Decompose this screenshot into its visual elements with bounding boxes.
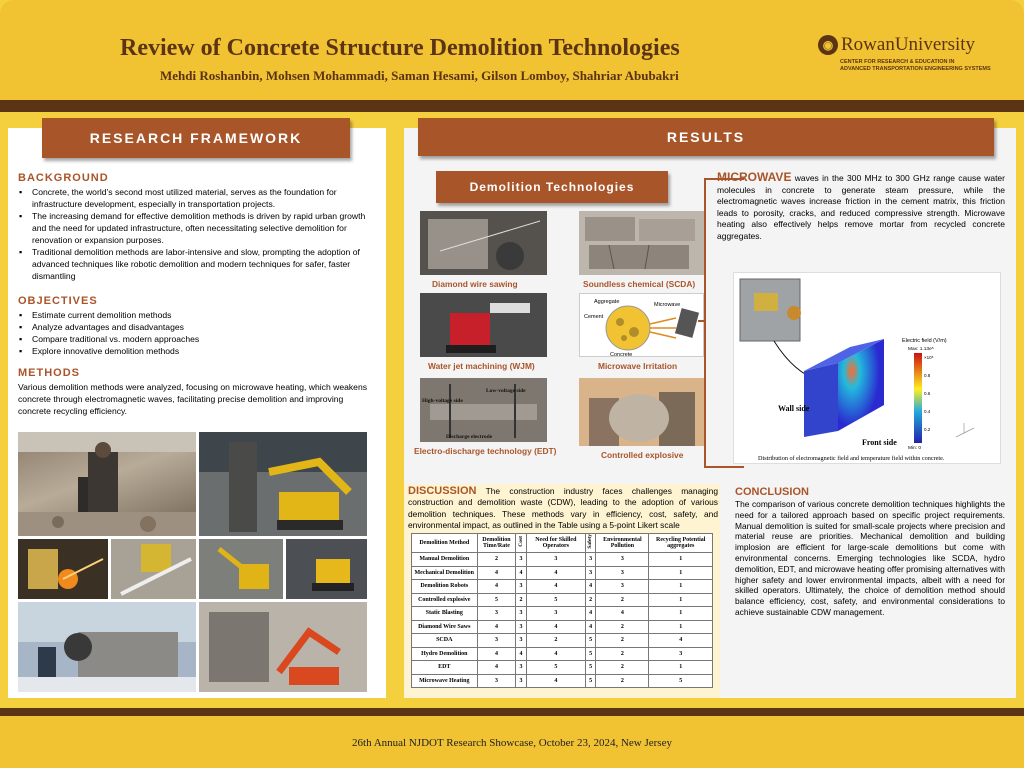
bracket-line — [698, 320, 706, 322]
table-row — [412, 553, 713, 567]
conclusion-heading: CONCLUSION — [735, 486, 809, 498]
table-header: Demolition Method — [412, 534, 478, 553]
photo-wire-saw — [18, 602, 196, 692]
edt-label-low: Low-voltage side — [486, 388, 526, 394]
edt-label-high: High-voltage side — [422, 398, 463, 404]
list-item: ▪ The increasing demand for effective demolition methods is driven by rapid urban growth and the need for updated infrastructure, often necessitating selective demolition for renovation or expansion purposes. — [18, 210, 368, 246]
poster-title: Review of Concrete Structure Demolition Technologies — [120, 35, 680, 61]
objectives-list — [18, 309, 368, 357]
table-cell: Diamond Wire Saws — [412, 620, 478, 634]
table-row — [412, 620, 713, 634]
torch-icon: ◉ — [818, 35, 838, 55]
mw-label-concrete: Concrete — [610, 352, 633, 357]
table-cell: 2 — [596, 634, 649, 648]
table-cell: 3 — [526, 553, 585, 567]
table-cell: 5 — [477, 593, 516, 607]
table-cell: 4 — [596, 607, 649, 621]
front-side-label: Front side — [862, 438, 897, 447]
table-cell: 5 — [649, 674, 713, 688]
table-cell: 2 — [586, 593, 596, 607]
table-header: Recycling Potential aggregates — [649, 534, 713, 553]
table-cell: Hydro Demolition — [412, 647, 478, 661]
table-cell: 1 — [649, 580, 713, 594]
colorbar-max: Max: 1.13e⁵ — [908, 347, 934, 352]
photo-robot-indoor — [286, 539, 367, 599]
colorbar-tick: ×10⁵ — [924, 355, 934, 360]
mw-label-aggregate: Aggregate — [594, 299, 620, 305]
table-cell: 4 — [516, 566, 526, 580]
table-header: Safety — [586, 534, 596, 553]
table-cell: 1 — [649, 620, 713, 634]
table-cell: 4 — [526, 580, 585, 594]
table-cell: 2 — [477, 553, 516, 567]
header-band — [0, 100, 1024, 112]
photo-cutting-sparks — [18, 539, 108, 599]
caption-explosive: Controlled explosive — [601, 450, 684, 460]
table-cell: Demolition Robots — [412, 580, 478, 594]
table-cell: 5 — [586, 674, 596, 688]
list-item: ▪ Compare traditional vs. modern approaches — [18, 333, 368, 345]
colorbar-tick: 0.2 — [924, 427, 931, 432]
bracket-line — [704, 178, 706, 468]
table-cell: 3 — [586, 553, 596, 567]
demolition-technologies-banner: Demolition Technologies — [436, 171, 668, 203]
table-cell: 3 — [516, 607, 526, 621]
table-cell: 3 — [526, 607, 585, 621]
footer-text: 26th Annual NJDOT Research Showcase, October 23, 2024, New Jersey — [352, 737, 672, 749]
table-row — [412, 593, 713, 607]
rowan-logo — [818, 34, 1000, 73]
table-cell: 3 — [516, 580, 526, 594]
table-cell: Static Blasting — [412, 607, 478, 621]
table-cell: 4 — [586, 620, 596, 634]
table-cell: Manual Demolition — [412, 553, 478, 567]
table-header-row — [412, 534, 713, 553]
table-cell: 4 — [477, 566, 516, 580]
photo-diamond-wire — [420, 211, 547, 275]
table-cell: 5 — [586, 634, 596, 648]
table-cell: Controlled explosive — [412, 593, 478, 607]
colorbar-min: Min: 0 — [908, 446, 922, 451]
table-cell: 3 — [586, 566, 596, 580]
photo-manual-demolition — [18, 432, 196, 536]
table-cell: EDT — [412, 661, 478, 675]
table-cell: 2 — [596, 661, 649, 675]
caption-water-jet: Water jet machining (WJM) — [428, 361, 535, 371]
research-framework-banner: RESEARCH FRAMEWORK — [42, 118, 350, 158]
table-cell: SCDA — [412, 634, 478, 648]
table-cell: 2 — [596, 593, 649, 607]
table-row — [412, 607, 713, 621]
colorbar-title: Electric field (V/m) — [902, 338, 947, 344]
table-cell: 3 — [516, 620, 526, 634]
photo-water-jet — [420, 293, 547, 357]
table-row — [412, 647, 713, 661]
table-row — [412, 661, 713, 675]
logo-subtitle: CENTER FOR RESEARCH & EDUCATION IN ADVANCED TRANSPORTATION ENGINEERING SYSTEMS — [840, 59, 991, 72]
table-cell: 5 — [586, 647, 596, 661]
microwave-paragraph: MICROWAVE waves in the 300 MHz to 300 GHz range cause water molecules in concrete to generate steam pressure, while the electromagnetic waves increase friction in the cement matrix, this friction leads to porosity, cracks, and reduced compressive strength. Microwave heating also effectively helps remove mortar from recycled concrete aggregates. — [717, 170, 1005, 241]
list-item: ▪ Explore innovative demolition methods — [18, 345, 368, 357]
table-cell: 3 — [596, 566, 649, 580]
caption-microwave: Microwave Irritation — [598, 361, 678, 371]
microwave-heading: MICROWAVE — [717, 170, 792, 184]
table-row — [412, 674, 713, 688]
discussion-heading: DISCUSSION — [408, 485, 477, 497]
figure-caption: Distribution of electromagnetic field and temperature field within concrete. — [758, 455, 945, 462]
colorbar-tick: 0.4 — [924, 409, 931, 414]
table-cell: 4 — [477, 647, 516, 661]
table-cell: 5 — [526, 593, 585, 607]
table-cell: 1 — [649, 566, 713, 580]
photo-edt — [420, 378, 547, 442]
wall-side-label: Wall side — [778, 404, 810, 413]
caption-scda: Soundless chemical (SCDA) — [583, 279, 696, 289]
results-banner: RESULTS — [418, 118, 994, 156]
table-cell: 4 — [526, 566, 585, 580]
table-header: Need for Skilled Operators — [526, 534, 585, 553]
table-row — [412, 566, 713, 580]
footer-band — [0, 708, 1024, 716]
table-cell: Mechanical Demolition — [412, 566, 478, 580]
table-cell: 4 — [526, 674, 585, 688]
list-item: ▪ Analyze advantages and disadvantages — [18, 321, 368, 333]
table-cell: Microwave Heating — [412, 674, 478, 688]
table-cell: 2 — [596, 620, 649, 634]
mw-label-microwave: Microwave — [654, 302, 681, 308]
photo-robot-wall — [199, 539, 283, 599]
discussion-paragraph: DISCUSSION The construction industry faces challenges managing construction and demolition waste (CDW), leading to the adoption of various demolition techniques. These methods vary in efficiency, cost, safety, and environmental impact, as outlined in the Table using a 5-point Likert scale — [408, 485, 718, 531]
bracket-line — [704, 466, 744, 468]
table-cell: 3 — [516, 674, 526, 688]
table-cell: 3 — [516, 661, 526, 675]
table-header: Cost — [516, 534, 526, 553]
table-cell: 4 — [649, 634, 713, 648]
table-cell: 3 — [477, 674, 516, 688]
table-cell: 3 — [649, 647, 713, 661]
caption-edt: Electro-discharge technology (EDT) — [414, 446, 557, 456]
table-cell: 4 — [526, 647, 585, 661]
caption-diamond-wire: Diamond wire sawing — [432, 279, 518, 289]
comparison-table — [411, 533, 713, 688]
edt-label-electrode: Discharge electrode — [446, 434, 493, 440]
poster-authors: Mehdi Roshanbin, Mohsen Mohammadi, Saman Hesami, Gilson Lomboy, Shahriar Abubakri — [160, 68, 679, 83]
methods-text: Various demolition methods were analyzed, focusing on microwave heating, which weakens concrete through electromagnetic waves, facilitating precise demolition and improving concrete recycling efficiency. — [18, 382, 368, 416]
photo-hydro-demolition — [111, 539, 196, 599]
table-cell: 3 — [596, 580, 649, 594]
photo-demolition-robot — [199, 432, 367, 536]
table-cell: 3 — [596, 553, 649, 567]
table-header: Demolition Time/Rate — [477, 534, 516, 553]
table-cell: 4 — [477, 661, 516, 675]
colorbar-tick: 0.6 — [924, 391, 931, 396]
table-row — [412, 634, 713, 648]
logo-name: RowanUniversity — [841, 34, 976, 55]
table-header: Environmental Pollution — [596, 534, 649, 553]
table-row — [412, 580, 713, 594]
table-cell: 1 — [649, 553, 713, 567]
table-cell: 1 — [649, 593, 713, 607]
table-cell: 3 — [516, 634, 526, 648]
table-cell: 3 — [477, 634, 516, 648]
conclusion-text: The comparison of various concrete demolition techniques highlights the need for a tailored approach based on specific project requirements. Manual demolition is suited for small-scale projects where precision and material reuse are priorities. Mechanical demolition and building implosion are efficient for large-scale demolitions but come with environmental concerns. Emerging technologies like SCDA, hydro demolition, EDT, and microwave heating offer promising alternatives with higher safety and lower environmental impacts, albeit with a need for skilled operators. Ultimately, the choice of demolition method should balance efficiency, cost, safety, and environmental considerations to achieve sustainable CDW management. — [735, 499, 1005, 617]
table-cell: 5 — [526, 661, 585, 675]
table-cell: 4 — [516, 647, 526, 661]
table-cell: 4 — [526, 620, 585, 634]
mw-label-cement: Cement — [584, 314, 604, 320]
em-field-figure — [733, 272, 1001, 464]
table-cell: 4 — [477, 580, 516, 594]
methods-heading: METHODS — [18, 367, 80, 379]
table-cell: 2 — [596, 674, 649, 688]
colorbar-tick: 0.8 — [924, 373, 931, 378]
table-cell: 1 — [649, 661, 713, 675]
background-list — [18, 186, 368, 282]
list-item: ▪ Concrete, the world’s second most utilized material, serves as the foundation for infrastructure development, especially in transportation projects. — [18, 186, 368, 210]
photo-scda — [579, 211, 704, 275]
background-heading: BACKGROUND — [18, 172, 109, 184]
microwave-diagram — [579, 293, 704, 357]
table-cell: 2 — [596, 647, 649, 661]
photo-robot-interior — [199, 602, 367, 692]
table-cell: 4 — [586, 580, 596, 594]
table-cell: 5 — [586, 661, 596, 675]
table-cell: 2 — [516, 593, 526, 607]
table-cell: 4 — [586, 607, 596, 621]
objectives-heading: OBJECTIVES — [18, 295, 98, 307]
list-item: ▪ Traditional demolition methods are labor-intensive and slow, prompting the adoption of advanced techniques like robotic demolition and modern techniques for safer, faster dismantling — [18, 246, 368, 282]
table-cell: 3 — [516, 553, 526, 567]
table-cell: 2 — [526, 634, 585, 648]
photo-controlled-explosive — [579, 378, 704, 446]
table-cell: 4 — [477, 620, 516, 634]
table-cell: 3 — [477, 607, 516, 621]
list-item: ▪ Estimate current demolition methods — [18, 309, 368, 321]
table-cell: 1 — [649, 607, 713, 621]
